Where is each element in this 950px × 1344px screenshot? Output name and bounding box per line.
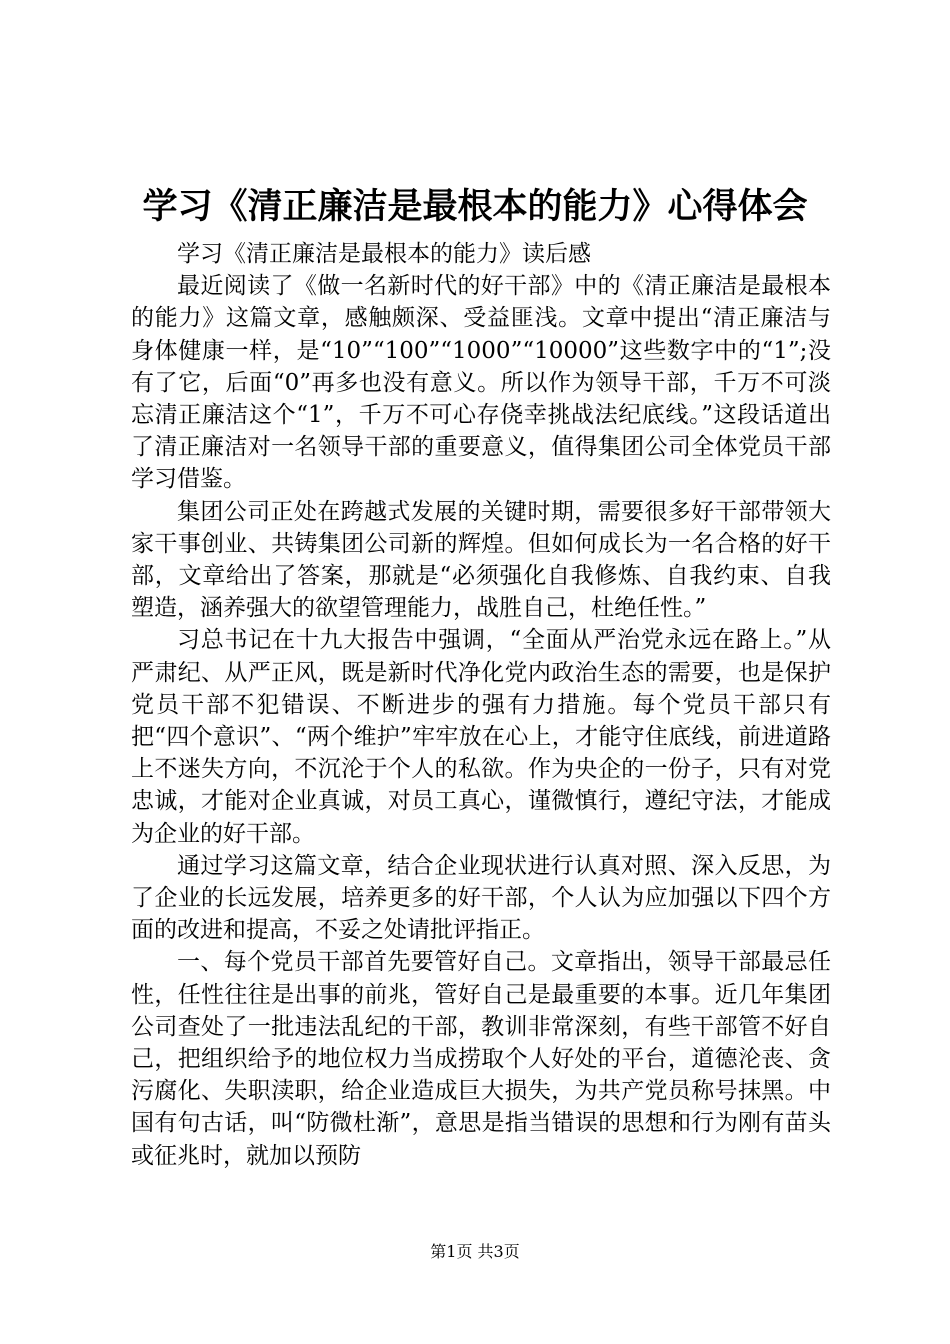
paragraph: 最近阅读了《做一名新时代的好干部》中的《清正廉洁是最根本的能力》这篇文章，感触颇深、受益匪浅。文章中提出“清正廉洁与身体健康一样，是“10”“100”“1000”“10000”这些数字中的“1”;没有了它，后面“0”再多也没有意义。所以作为领导干部，千万不可淡忘清正廉洁这个“1”，千万不可心存侥幸挑战法纪底线。”这段话道出了清正廉洁对一名领导干部的重要意义，值得集团公司全体党员干部学习借鉴。: [131, 273, 831, 493]
paragraph: 一、每个党员干部首先要管好自己。文章指出，领导干部最忌任性，任性往往是出事的前兆，管好自己是最重要的本事。近几年集团公司查处了一批违法乱纪的干部，教训非常深刻，有些干部管不好自己，把组织给予的地位权力当成捞取个人好处的平台，道德沦丧、贪污腐化、失职渎职，给企业造成巨大损失，为共产党员称号抹黑。中国有句古话，叫“防微杜渐”，意思是指当错误的思想和行为刚有苗头或征兆时，就加以预防: [131, 949, 831, 1169]
document-subtitle: 学习《清正廉洁是最根本的能力》读后感: [177, 241, 591, 267]
document-title: 学习《清正廉洁是最根本的能力》心得体会: [142, 187, 808, 227]
document-body: [131, 238, 831, 1172]
paragraph: 集团公司正处在跨越式发展的关键时期，需要很多好干部带领大家干事创业、共铸集团公司新的辉煌。但如何成长为一名合格的好干部，文章给出了答案，那就是“必须强化自我修炼、自我约束、自我塑造，涵养强大的欲望管理能力，战胜自己，杜绝任性。”: [131, 498, 831, 622]
paragraph: 习总书记在十九大报告中强调，“全面从严治党永远在路上。”从严肃纪、从严正风，既是新时代净化党内政治生态的需要，也是保护党员干部不犯错误、不断进步的强有力措施。每个党员干部只有把“四个意识”、“两个维护”牢牢放在心上，才能守住底线，前进道路上不迷失方向，不沉沦于个人的私欲。作为央企的一份子，只有对党忠诚，才能对企业真诚，对员工真心，谨微慎行，遵纪守法，才能成为企业的好干部。: [131, 627, 831, 847]
paragraph: 通过学习这篇文章，结合企业现状进行认真对照、深入反思，为了企业的长远发展，培养更多的好干部，个人认为应加强以下四个方面的改进和提高，不妥之处请批评指正。: [131, 852, 831, 944]
page-number-footer: 第1页 共3页: [430, 1242, 520, 1261]
